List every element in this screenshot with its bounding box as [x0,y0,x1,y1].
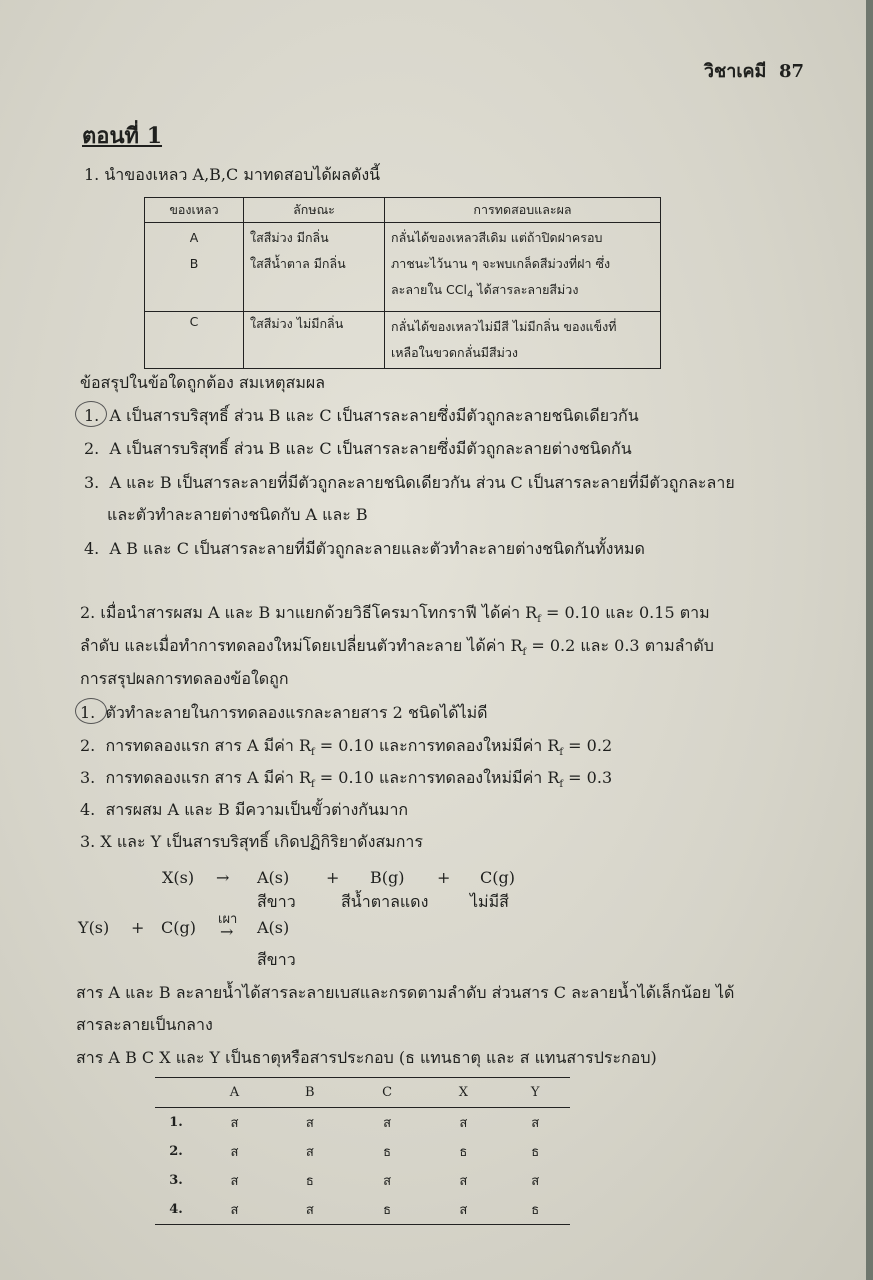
q3-header-x: X [458,1085,468,1100]
q3-para1-line1: สาร A และ B ละลายน้ำได้สารละลายเบสและกรดตามลำดับ ส่วนสาร C ละลายน้ำได้เล็กน้อย ได้ [76,983,735,1002]
eq1-b: B(g) [370,868,405,887]
subject-label: วิชาเคมี [703,61,767,82]
eq2-c: C(g) [161,918,196,937]
table-row [145,311,661,368]
eq1-b-desc: สีน้ำตาลแดง [341,892,429,911]
eq2-a: A(s) [257,918,290,937]
eq2-arrow: → [220,922,234,941]
table-row[interactable]: 2. ส ส ธ ธ ธ [169,1144,540,1160]
table-row [145,223,661,312]
eq2-plus: + [131,918,145,937]
q1-header-feature: ลักษณะ [244,198,385,223]
q1-header-liquid: ของเหลว [145,198,244,223]
q2-choice-3[interactable]: 3. การทดลองแรก สาร A มีค่า $R_f = 0.10$ และการทดลองใหม่มีค่า $R_f = 0.3$ [80,768,613,791]
q1-choice-4[interactable]: 4. A B และ C เป็นสารละลายที่มีตัวถูกละลายและตัวทำละลายต่างชนิดกันทั้งหมด [84,539,645,558]
q1-row1-features: ใสสีม่วง มีกลิ่น ใสสีน้ำตาล มีกลิ่น [244,223,385,312]
eq1-plus2: + [437,868,451,887]
q1-row2-feature: ใสสีม่วง ไม่มีกลิ่น [244,311,385,368]
q1-choice-1[interactable]: 1. A เป็นสารบริสุทธิ์ ส่วน B และ C เป็นสารละลายซึ่งมีตัวถูกละลายชนิดเดียวกัน [84,406,639,425]
q1-prompt: ข้อสรุปในข้อใดถูกต้อง สมเหตุสมผล [80,373,326,392]
eq2-condition: เผา [218,912,238,927]
q1-choice-3[interactable]: 3. A และ B เป็นสารละลายที่มีตัวถูกละลายชนิดเดียวกัน ส่วน C เป็นสารละลายที่มีตัวถูกละลาย [84,473,735,492]
q3-header-a: A [229,1085,240,1100]
page-number: 87 [778,61,804,82]
table-row[interactable]: 3. ส ธ ส ส ส [169,1173,540,1189]
q2-line3: การสรุปผลการทดลองข้อใดถูก [80,669,289,688]
eq1-c: C(g) [480,868,515,887]
q1-stem [84,163,380,188]
table-row[interactable]: 4. ส ส ธ ส ธ [155,1195,570,1225]
q3-para1-line2: สารละลายเป็นกลาง [76,1015,213,1034]
q1-row2-liquid: C [145,311,244,368]
table-row[interactable]: 1. ส ส ส ส ส [169,1115,540,1131]
q3-header-b: B [305,1085,315,1100]
q1-header-test: การทดสอบและผล [385,198,661,223]
q3-stem: 3. X และ Y เป็นสารบริสุทธิ์ เกิดปฏิกิริยาดังสมการ [80,832,423,851]
eq2-y: Y(s) [78,918,110,937]
q2-line2: ลำดับ และเมื่อทำการทดลองใหม่โดยเปลี่ยนตัวทำละลาย ได้ค่า $R_f = 0.2$ และ 0.3 ตามลำดับ [80,636,714,659]
q2-choice-4[interactable]: 4. สารผสม A และ B มีความเป็นขั้วต่างกันมาก [80,800,409,819]
q1-results-table [144,197,661,369]
q2-line1: 2. เมื่อนำสารผสม A และ B มาแยกด้วยวิธีโครมาโทกราฟี ได้ค่า $R_f = 0.10$ และ 0.15 ตาม [80,603,710,626]
section-title: ตอนที่ 1 [82,123,163,149]
eq1-a: A(s) [257,868,290,887]
page-edge-shadow [866,0,873,1280]
eq1-a-desc: สีขาว [257,892,296,911]
q1-row1-liquids: A B [145,223,244,312]
q1-choice-2[interactable]: 2. A เป็นสารบริสุทธิ์ ส่วน B และ C เป็นสารละลายซึ่งมีตัวถูกละลายต่างชนิดกัน [84,439,632,458]
q2-choice-1[interactable]: 1. ตัวทำละลายในการทดลองแรกละลายสาร 2 ชนิดได้ไม่ดี [80,703,488,722]
q3-para2: สาร A B C X และ Y เป็นธาตุหรือสารประกอบ (ธ แทนธาตุ และ ส แทนสารประกอบ) [76,1048,657,1067]
q3-header-c: C [382,1085,393,1100]
q1-stem-text: นำของเหลว A,B,C มาทดสอบได้ผลดังนี้ [104,165,381,184]
eq1-c-desc: ไม่มีสี [470,892,509,911]
q1-row1-result: กลั่นได้ของเหลวสีเดิม แต่ถ้าปิดฝาครอบ ภาชนะไว้นาน ๆ จะพบเกล็ดสีม่วงที่ฝา ซึ่ง ละลายใน CCl$_4$ ได้สารละลายสีม่วง [385,223,661,312]
eq1-arrow: → [216,868,230,887]
eq2-a-desc: สีขาว [257,950,296,969]
eq1-x: X(s) [162,868,195,887]
q3-answer-table [155,1077,570,1225]
page-header [704,56,804,85]
q3-header-y: Y [530,1085,540,1100]
eq1-plus1: + [326,868,340,887]
q1-row2-result: กลั่นได้ของเหลวไม่มีสี ไม่มีกลิ่น ของแข็งที่ เหลือในขวดกลั่นมีสีม่วง [385,311,661,368]
q2-choice-2[interactable]: 2. การทดลองแรก สาร A มีค่า $R_f = 0.10$ และการทดลองใหม่มีค่า $R_f = 0.2$ [80,736,613,759]
q1-number: 1. [84,165,100,184]
q1-choice-3-cont: และตัวทำละลายต่างชนิดกับ A และ B [107,505,368,524]
